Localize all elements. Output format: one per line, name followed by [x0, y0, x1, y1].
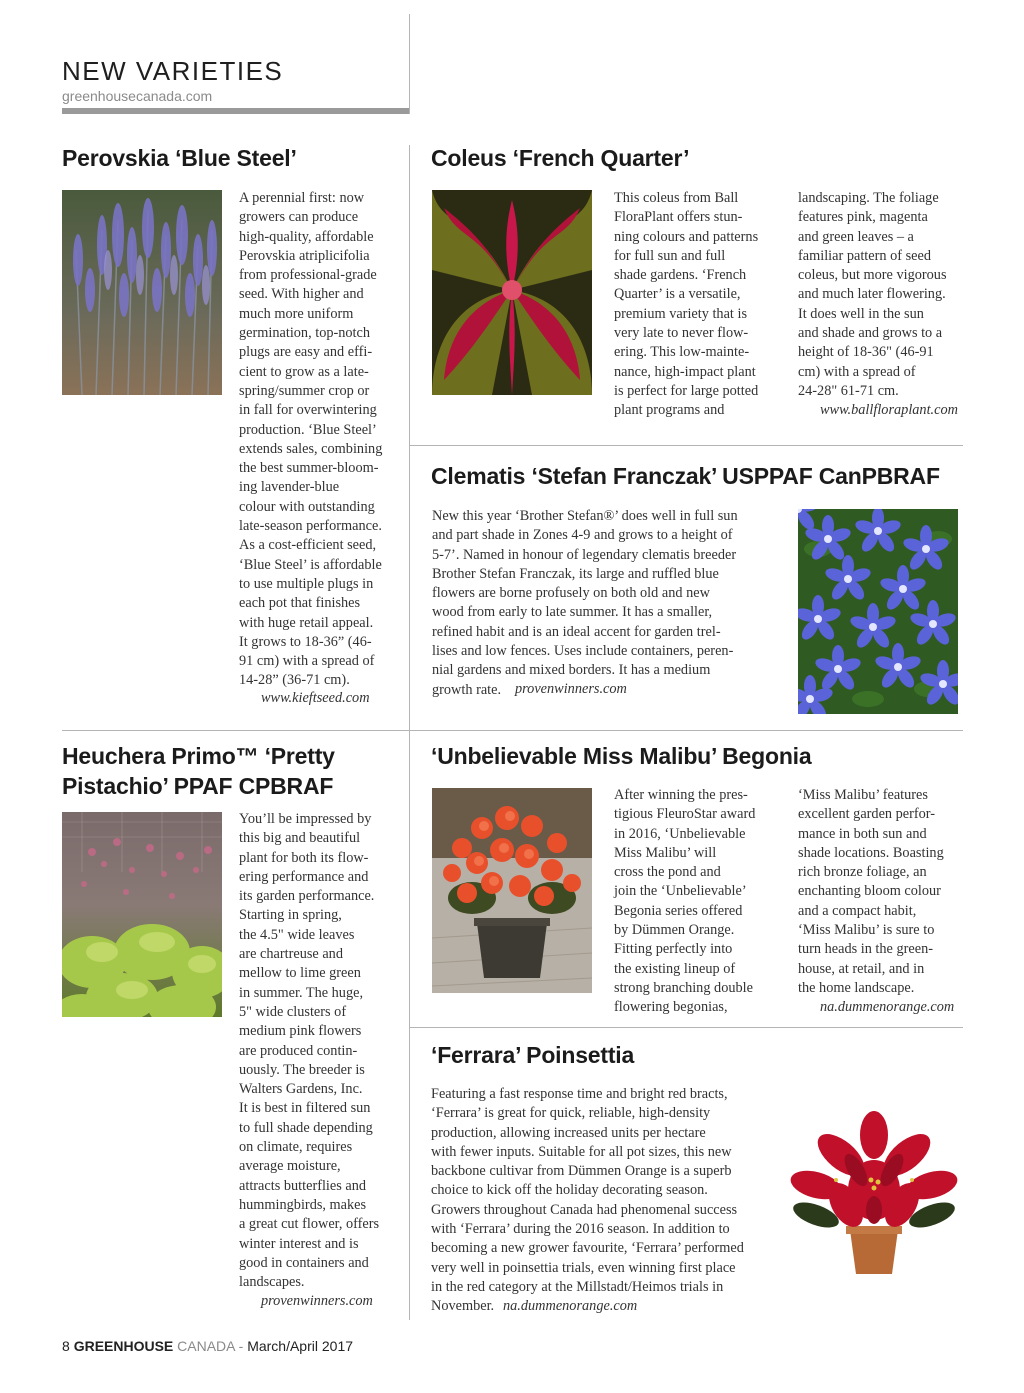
article-body: Featuring a fast response time and bright red bracts, ‘Ferrara’ is great for quick, reliable, high-density production, allowing increased units per hectare with fewer inputs. Suitable for all pot sizes, this new backbone cultivar from Dümmen Orange is a superb choice to kick off the holiday decorating season. Growers throughout Canada had phenomenal success with ‘Ferrara’ during the 2016 season. In addition to becoming a new grower favourite, ‘Ferrara’ performed very well in poinsettia trials, even winning first place in the red category at the Millstadt/Heimos trials in November.	[431, 1086, 744, 1315]
brand-name: GREENHOUSE	[73, 1338, 174, 1354]
article-website: www.kieftseed.com	[261, 690, 370, 706]
section-title: NEW VARIETIES	[62, 56, 284, 86]
article-body: A perennial first: now growers can produce high-quality, affordable Perovskia atriplicifolia from professional-grade seed. With higher and much more uniform germination, top-notch plugs are easy and effi- cient to grow as a late- spring/summer crop or in fall for overwintering production. ‘Blue Steel’ extends sales, combining the best summer-bloom- ing lavender-blue colour with outstanding late-season performance. As a cost-efficient seed, ‘Blue Steel’ is affordable to use multiple plugs in each pot that finishes with huge retail appeal. It grows to 18-36” (46- 91 cm) with a spread of 14-28” (36-71 cm).	[239, 190, 383, 689]
row-divider-left	[62, 730, 409, 731]
article-body-col1: After winning the pres- tigious FleuroStar award in 2016, ‘Unbelievable Miss Malibu’ will cross the pond and join the ‘Unbelievable’ Begonia series offered by Dümmen Orange. Fitting perfectly into the existing lineup of strong branching double flowering begonias,	[614, 787, 756, 1016]
article-title: Coleus ‘French Quarter’	[431, 145, 690, 171]
article-website: na.dummenorange.com	[820, 999, 955, 1015]
coleus-photo	[432, 190, 592, 395]
article-title-line1: Heuchera Primo™ ‘Pretty	[62, 743, 335, 769]
row-divider-right-3	[409, 1027, 963, 1028]
perovskia-photo	[62, 190, 222, 395]
article-website: provenwinners.com	[261, 1293, 373, 1309]
article-body: New this year ‘Brother Stefan®’ does well in full sun and part shade in Zones 4-9 and grows to a height of 5-7’. Named in honour of legendary clematis breeder Brother Stefan Franczak, its large and ruffled blue flowers are borne profusely on both old and new wood from early to late summer. It has a smaller, refined habit and is an ideal accent for garden trel- lises and low fences. Uses include containers, peren- nial gardens and mixed borders. It has a medium growth rate.	[432, 508, 738, 698]
article-title: Perovskia ‘Blue Steel’	[62, 145, 297, 171]
article-website: na.dummenorange.com	[503, 1298, 638, 1314]
article-website: provenwinners.com	[515, 681, 627, 697]
page-number: 8	[62, 1338, 70, 1354]
article-body-col2: landscaping. The foliage features pink, magenta and green leaves – a familiar pattern of seed coleus, but more vigorous and much later flowering. It does well in the sun and shade and grows to a height of 18-36" (46-91 cm) with a spread of 24-28" 61-71 cm.	[798, 190, 947, 399]
article-title-line2: Pistachio’ PPAF CPBRAF	[62, 773, 334, 799]
issue-date: March/April 2017	[247, 1338, 354, 1354]
column-divider	[409, 145, 410, 1320]
brand-name-light: CANADA	[177, 1338, 235, 1354]
article-title: Clematis ‘Stefan Franczak’ USPPAF CanPBRAF	[431, 463, 940, 489]
footer-separator: -	[238, 1338, 244, 1354]
row-divider-right-1	[409, 445, 963, 446]
poinsettia-photo	[786, 1110, 962, 1280]
clematis-photo	[798, 509, 958, 714]
begonia-photo	[432, 788, 592, 993]
section-website: greenhousecanada.com	[62, 88, 213, 104]
article-title: ‘Unbelievable Miss Malibu’ Begonia	[431, 743, 812, 769]
article-body-col2: ‘Miss Malibu’ features excellent garden perfor- mance in both sun and shade locations. Boasting rich bronze foliage, an enchanting bloom colour and a compact habit, ‘Miss Malibu’ is sure to turn heads in the green- house, at retail, and in the home landscape.	[798, 787, 944, 996]
article-body: You’ll be impressed by this big and beautiful plant for both its flow- ering performance and its garden performance. Starting in spring, the 4.5" wide leaves are chartreuse and mellow to lime green in summer. The huge, 5" wide clusters of medium pink flowers are produced contin- uously. The breeder is Walters Gardens, Inc. It is best in filtered sun to full shade depending on climate, requires average moisture, attracts butterflies and hummingbirds, makes a great cut flower, offers winter interest and is good in containers and landscapes.	[239, 811, 380, 1291]
heuchera-photo	[62, 812, 222, 1017]
article-body-col1: This coleus from Ball FloraPlant offers stun- ning colours and patterns for full sun and full shade gardens. ‘French Quarter’ is a versatile, premium variety that is very late to never flow- ering. This low-mainte- nance, high-impact plant is perfect for large potted plant programs and	[614, 190, 759, 419]
header-rule	[62, 108, 410, 114]
article-website: www.ballfloraplant.com	[820, 402, 958, 418]
row-divider-right-2	[409, 730, 963, 731]
column-divider-top	[409, 14, 410, 114]
article-title: ‘Ferrara’ Poinsettia	[431, 1042, 635, 1068]
page-footer	[62, 1338, 353, 1354]
